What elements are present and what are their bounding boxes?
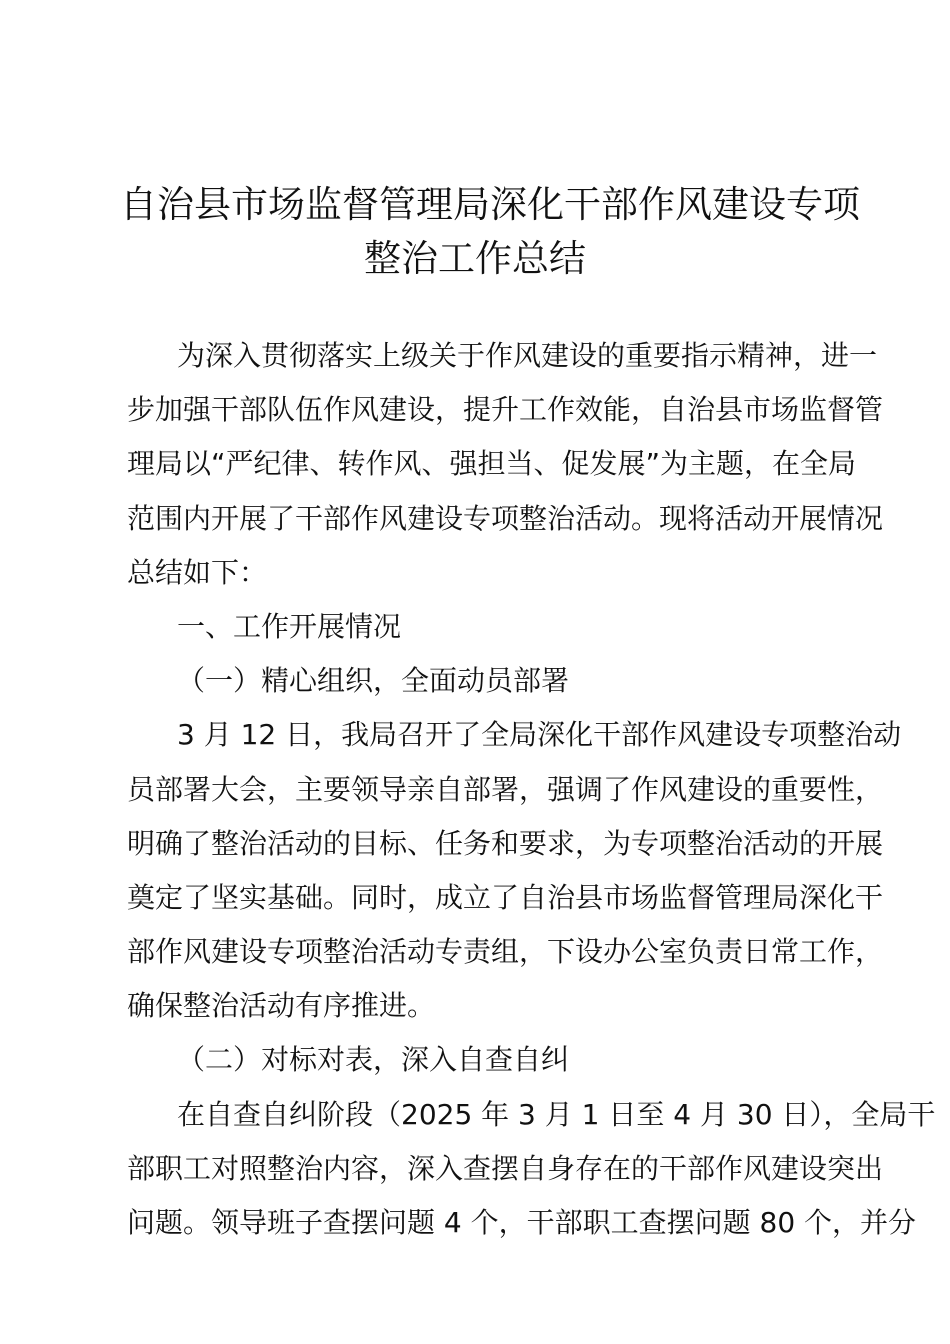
body-line: 奠定了坚实基础。同时，成立了自治县市场监督管理局深化干	[127, 880, 884, 914]
title-line-2: 整治工作总结	[364, 237, 586, 280]
body-line: 在自查自纠阶段（2025 年 3 月 1 日至 4 月 30 日），全局干	[177, 1097, 936, 1131]
body-line: 范围内开展了干部作风建设专项整治活动。现将活动开展情况	[127, 501, 884, 535]
body-line: 确保整治活动有序推进。	[127, 989, 436, 1023]
body-line: （一）精心组织，全面动员部署	[177, 664, 570, 698]
body-line: 问题。领导班子查摆问题 4 个，干部职工查摆问题 80 个，并分	[127, 1206, 917, 1239]
body-line: 部作风建设专项整治活动专责组，下设办公室负责日常工作，	[127, 935, 884, 969]
title-line-1: 自治县市场监督管理局深化干部作风建设专项	[120, 183, 860, 226]
body-line: 总结如下：	[127, 555, 268, 589]
body-line: 明确了整治活动的目标、任务和要求，为专项整治活动的开展	[127, 826, 884, 860]
document-body	[127, 329, 936, 1250]
body-line: 员部署大会，主要领导亲自部署，强调了作风建设的重要性，	[127, 772, 884, 806]
body-line: 步加强干部队伍作风建设，提升工作效能，自治县市场监督管	[127, 393, 884, 427]
body-line: 一、工作开展情况	[177, 609, 402, 643]
body-line: 理局以“严纪律、转作风、强担当、促发展”为主题，在全局	[127, 447, 857, 481]
body-line: 3 月 12 日，我局召开了全局深化干部作风建设专项整治动	[177, 718, 902, 752]
body-line: （二）对标对表，深入自查自纠	[177, 1043, 570, 1077]
body-line: 为深入贯彻落实上级关于作风建设的重要指示精神，进一	[177, 339, 878, 372]
body-line: 部职工对照整治内容，深入查摆自身存在的干部作风建设突出	[127, 1151, 884, 1185]
document-title	[120, 178, 860, 286]
